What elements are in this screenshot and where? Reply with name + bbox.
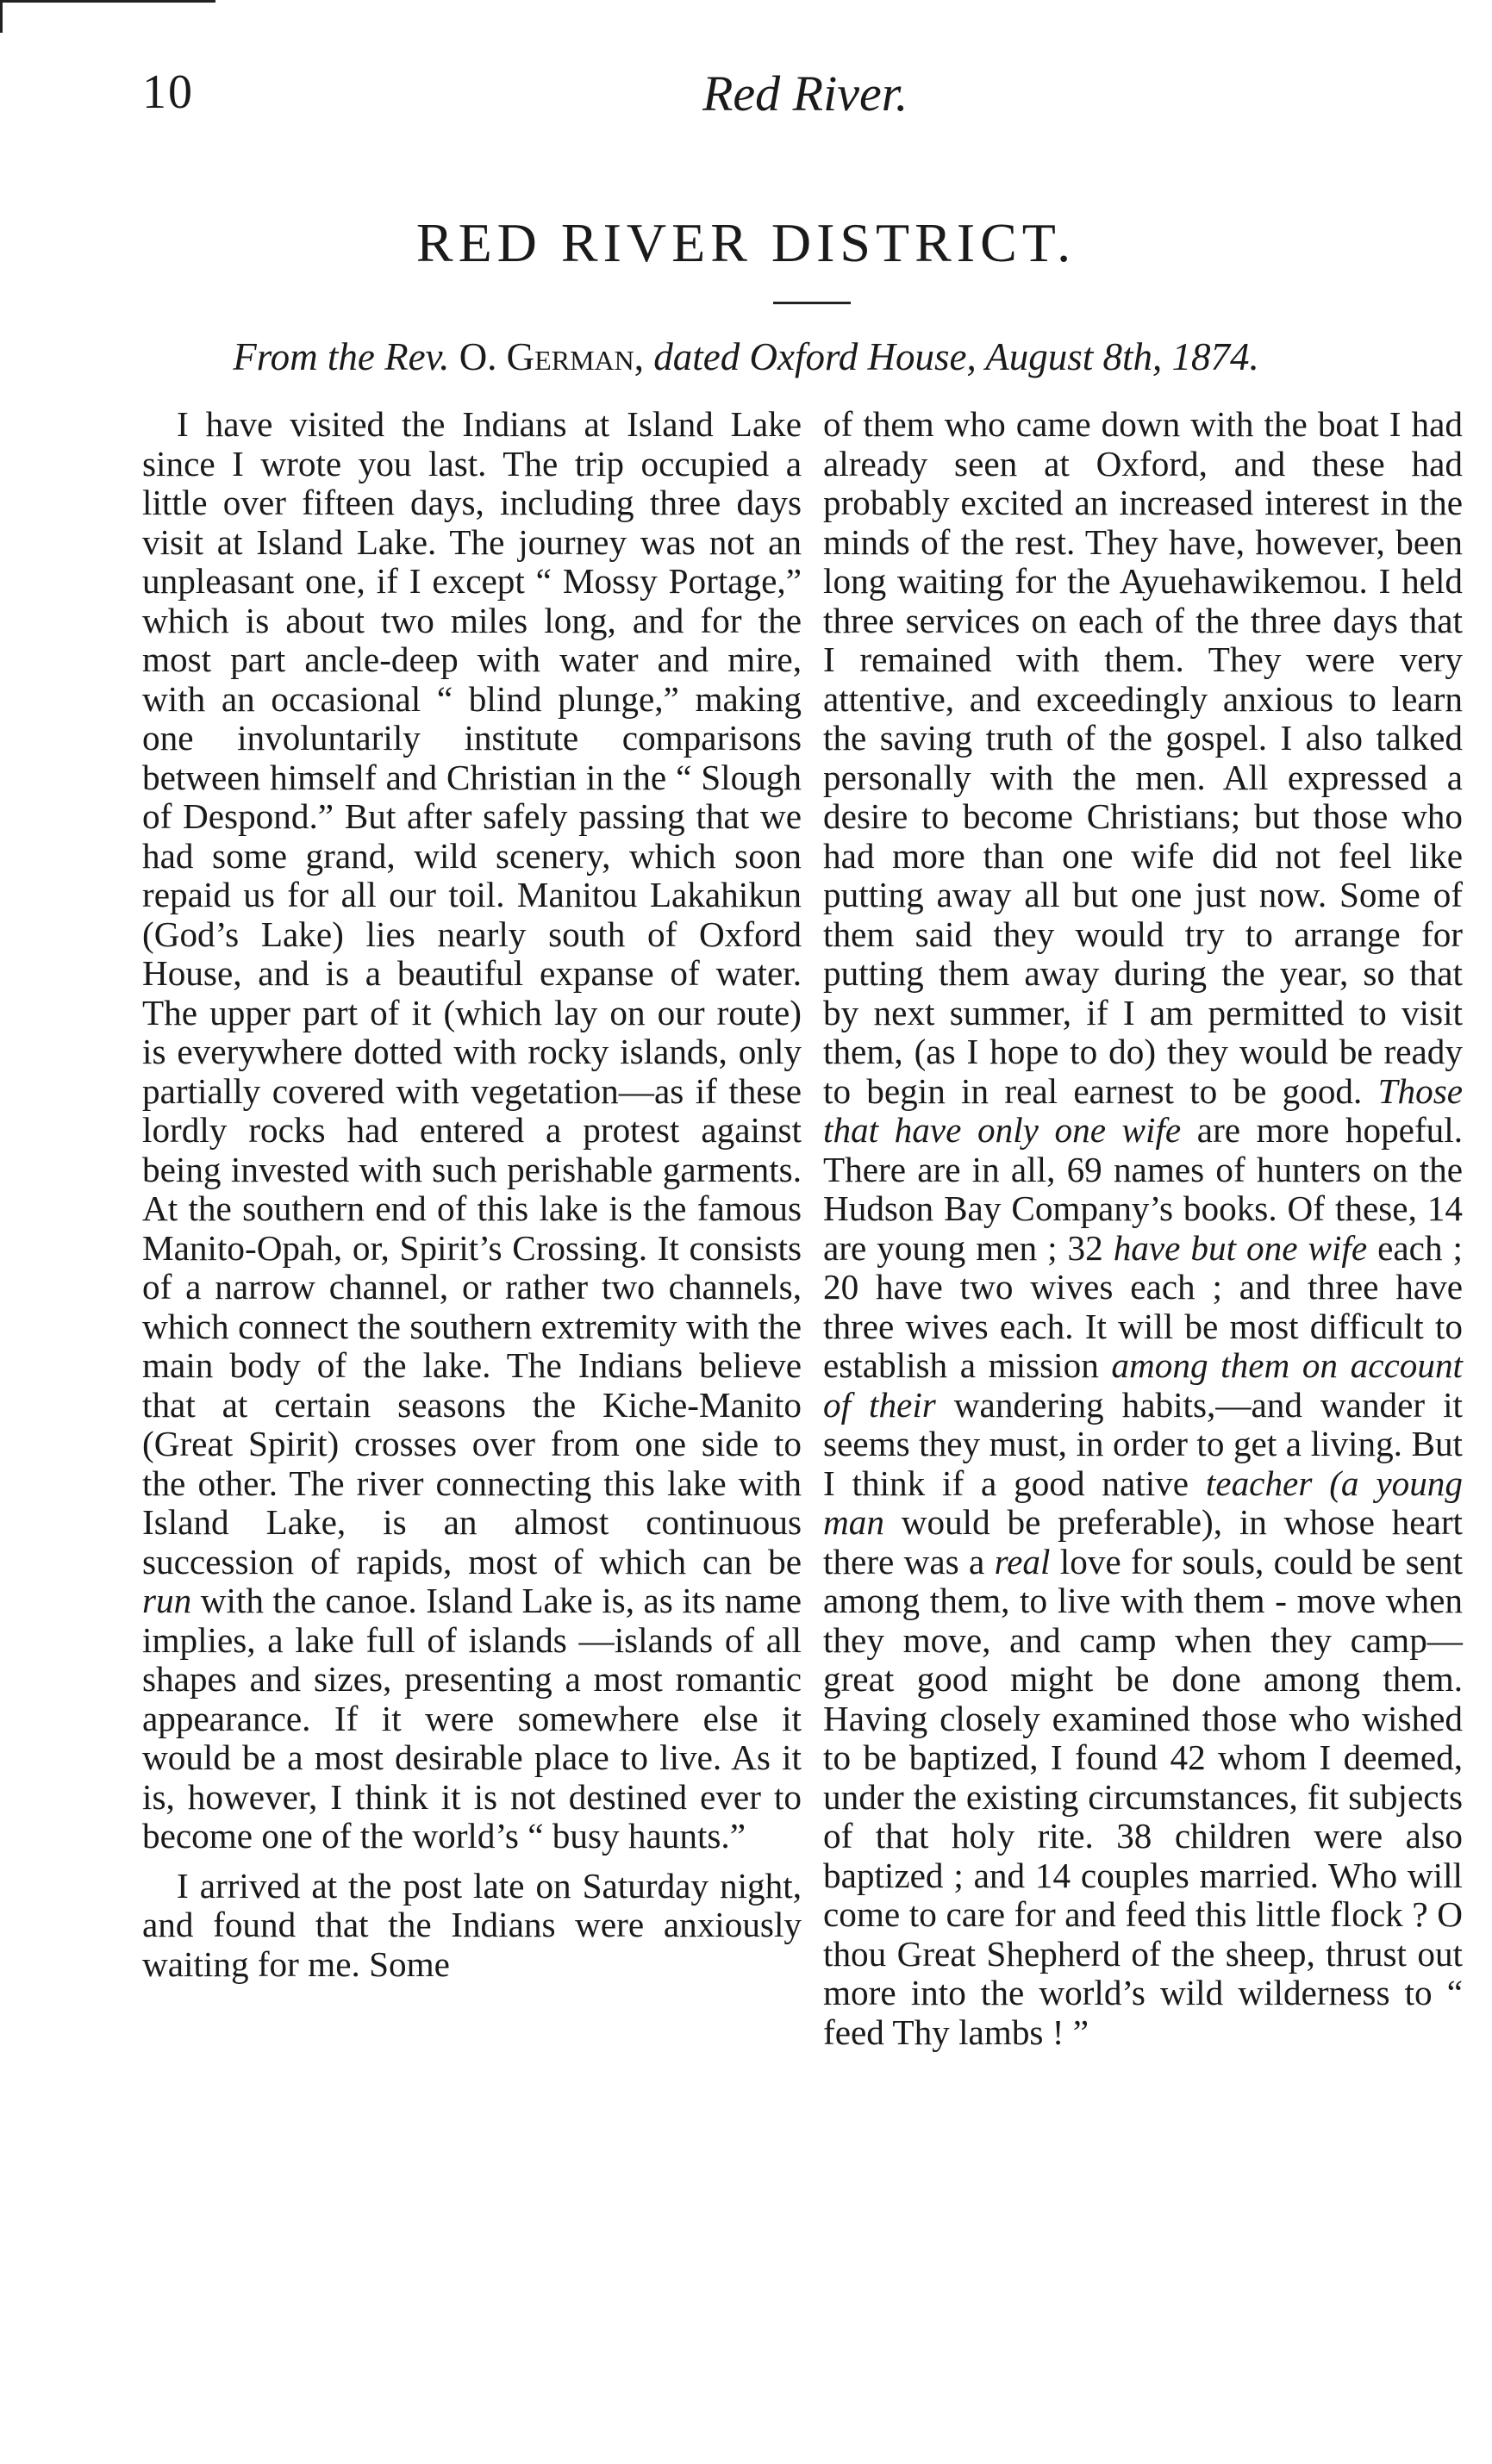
continuation-text-5: would be preferable), in whose heart there was a <box>823 1502 1464 1581</box>
emphasis-run: run <box>142 1581 192 1620</box>
left-column <box>142 405 802 1984</box>
paragraph-visit <box>142 405 802 1856</box>
emphasis-real: real <box>994 1541 1051 1581</box>
dateline <box>0 334 1492 379</box>
emphasis-but-one-wife: have but one wife <box>1113 1227 1368 1268</box>
corner-rule <box>0 0 215 6</box>
continuation-text-1: of them who came down with the boat I had already seen at Oxford, and these had probably excited an increased interest in the minds of the rest. They have, however, been long waiting for the Ayuehawikemou. I held three services on each of the three days that I remained with them. They were very attentive, and exceedingly anxious to learn the saving truth of the gospel. I also talked personally with the men. All expressed a desire to become Christians; but those who had more than one wife did not feel like putting away all but one just now. Some of them said they would try to arrange for putting them away during the year, so that by next summer, if I am permitted to visit them, (as I hope to do) they would be ready to begin in real earnest to be good. <box>823 404 1463 1111</box>
article-title: RED RIVER DISTRICT. <box>415 212 1077 273</box>
dateline-prefix: From the Rev. <box>233 335 450 378</box>
dateline-suffix: dated Oxford House, August 8th, 1874. <box>653 335 1259 378</box>
continuation-text-4: wandering habits,—and wander it seems they must, in order to get a living. But I think if a good native <box>823 1384 1464 1503</box>
page-number: 10 <box>142 65 194 119</box>
corner-tick <box>0 0 11 33</box>
running-head <box>142 65 935 134</box>
paragraph-visit-text: I have visited the Indians at Island Lake since I wrote you last. The trip occupied a little over fifteen days, including three days visit at Island Lake. The journey was not an unpleasant one, if I except “ Mossy Portage,” which is about two miles long, and for the most part ancle-deep with water and mire, with an occasional “ blind plunge,” making one involuntarily institute comparisons between himself and Christian in the “ Slough of Despond.” But after safely passing that we had some grand, wild scenery, which soon repaid us for all our toil. Manitou Lakahikun (God’s Lake) lies nearly south of Oxford House, and is a beautiful expanse of water. The upper part of it (which lay on our route) is everywhere dotted with rocky islands, only partially covered with vegetation—as if these lordly rocks had entered a protest against being invested with such perishable garments. At the southern end of this lake is the famous Manito-Opah, or, Spirit’s Crossing. It consists of a narrow channel, or rather two channels, which connect the southern extremity with the main body of the lake. The Indians believe that at certain seasons the Kiche-Manito (Great Spirit) crosses over from one side to the other. The river connecting this lake with Island Lake, is an almost continuous succession of rapids, most of which can be <box>142 404 802 1581</box>
continuation-text-6: love for souls, could be sent among them, to live with them - move when they move, and camp when they camp—great good might be done among them. Having closely examined those who wished to be baptized, I found 42 whom I deemed, under the existing circumstances, fit subjects of that holy rite. 38 children were also baptized ; and 14 couples married. Who will come to care for and feed this little flock ? O thou Great Shepherd of the sheep, thrust out more into the world’s wild wilderness to “ feed Thy lambs ! ” <box>823 1541 1464 2052</box>
right-column <box>823 405 1463 2052</box>
emphasis-one-wife: Those that have only one wife <box>823 1070 1463 1150</box>
title-divider <box>773 302 851 304</box>
paragraph-continuation <box>823 405 1463 2052</box>
running-title: Red River. <box>702 65 908 122</box>
emphasis-account: among them on account of their <box>823 1345 1463 1425</box>
continuation-text-3: each ; 20 have two wives each ; and three have three wives each. It will be most difficult to establish a mission <box>823 1227 1463 1385</box>
emphasis-teacher: teacher (a young man <box>823 1463 1463 1542</box>
continuation-text-2: are more hopeful. There are in all, 69 names of hunters on the Hudson Bay Company’s books. Of these, 14 are young men ; 32 <box>823 1110 1463 1268</box>
dateline-name: O. German, <box>459 335 644 378</box>
paragraph-arrival: I arrived at the post late on Saturday night, and found that the Indians were anxiously waiting for me. Some <box>142 1865 802 1984</box>
paragraph-visit-end: with the canoe. Island Lake is, as its name implies, a lake full of islands —islands of all shapes and sizes, presenting a most romantic appearance. If it were somewhere else it would be a most desirable place to live. As it is, however, I think it is not destined ever to become one of the world’s “ busy haunts.” <box>142 1581 802 1856</box>
